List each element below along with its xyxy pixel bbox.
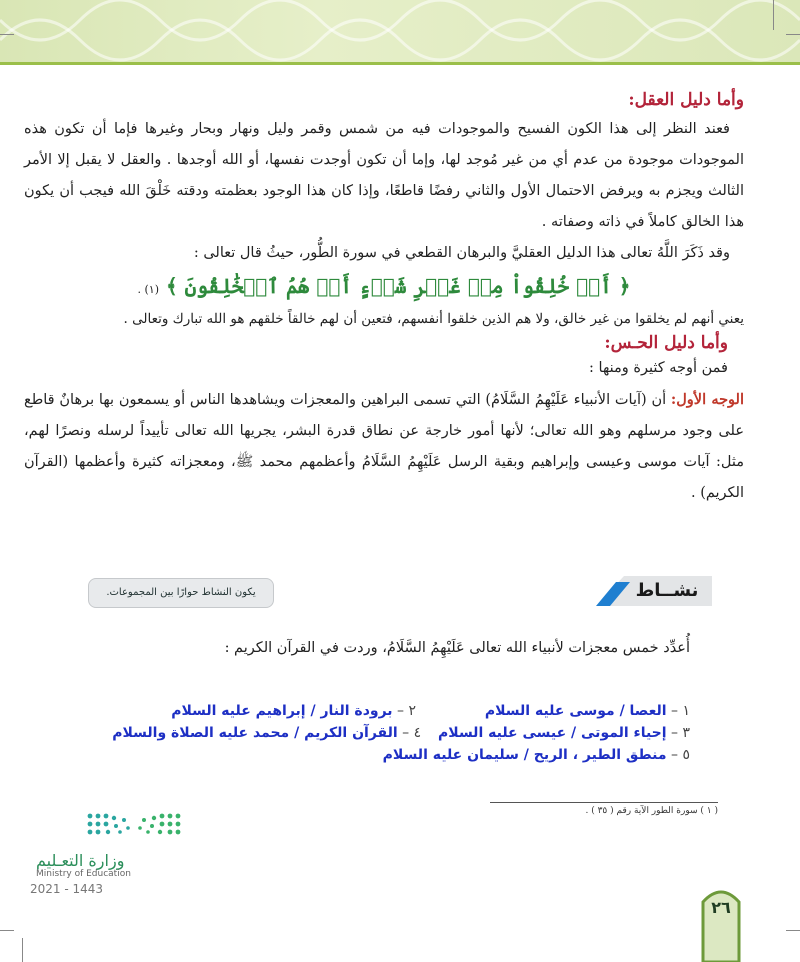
answer-number: ٥ – [671, 747, 690, 763]
paragraph-explanation: يعني أنهم لم يخلقوا من غير خالق، ولا هم الذين خلقوا أنفسهم، فتعين أن لهم خالقاً خلقهم هو الله تبارك وتعالى . [123, 311, 744, 327]
paragraph-first-aspect [24, 384, 744, 509]
paragraph-many-aspects: فمن أوجه كثيرة ومنها : [589, 360, 728, 376]
first-aspect-text: أن (آيات الأنبياء عَلَيْهِمُ السَّلَامُ) التي تسمى البراهين والمعجزات ويشاهدها الناس أو يسمعون بها برهانٌ قاطع على وجود مرسلهم وهو الله تعالى؛ لأنها أمور خارجة عن نطاق قدرة البشر، يجريها الله تعالى تأييداً لرسله ونصرًا لهم، مثل: آيات موسى وعيسى وإبراهيم وبقية الرسل عَلَيْهِمُ السَّلَامُ وأعظمهم محمد ﷺ، ومعجزاته كثيرة وأعظمها (القرآن الكريم) . [24, 392, 744, 501]
ministry-name-arabic: وزارة التعـليم [36, 851, 125, 870]
paragraph-mind: فعند النظر إلى هذا الكون الفسيح والموجودات فيه من شمس وقمر وليل ونهار وبحار وغيرها فإما أن تكون هذه الموجودات موجودة من عدم أي من غير مُوجد لها، وإما أن تكون أوجدت نفسها، أو الله أوجدها . والعقل لا يقبل إلا الأمر الثالث ويجزم به ويرفض الاحتمال الأول والثاني رفضًا قاطعًا، وإذا كان هذا الوجود بعظمته ودقته خَلْقَ الله فيجب أن يكون هذا الخالق كاملاً في ذاته وصفاته . [24, 121, 744, 230]
heading-mind-evidence: وأما دليل العقل: [628, 90, 744, 110]
crop-mark [773, 0, 774, 30]
heading-sense-evidence: وأما دليل الحـس: [604, 333, 728, 353]
paragraph-surah-tur: وقد ذَكَرَ اللَّهُ تعالى هذا الدليل العقليَّ والبرهان القطعي في سورة الطُّور، حيثُ قال تعالى : [193, 245, 730, 261]
answer-text: إحياء الموتى / عيسى عليه السلام [438, 725, 667, 741]
ministry-name-english: Ministry of Education [36, 869, 131, 879]
verse-footnote-ref: (١) . [137, 283, 160, 296]
first-aspect-label: الوجه الأول: [670, 391, 744, 408]
crop-mark [22, 938, 23, 962]
answer-text: القرآن الكريم / محمد عليه الصلاة والسلام [112, 725, 398, 741]
answer-number: ٣ – [671, 725, 690, 741]
crop-mark [786, 930, 800, 931]
activity-note: يكون النشاط حوارًا بين المجموعات. [88, 578, 274, 608]
answer-text: العصا / موسى عليه السلام [484, 703, 667, 719]
ministry-logo-icon [84, 810, 184, 844]
pattern-decoration [0, 0, 800, 62]
banner-divider [0, 62, 800, 65]
activity-task: أُعدِّد خمس معجزات لأنبياء الله تعالى عَلَيْهِمُ السَّلَامُ، وردت في القرآن الكريم : [224, 640, 690, 656]
answer-number: ٤ – [402, 725, 422, 741]
crop-mark [0, 34, 14, 35]
footnote: ( ١ ) سورة الطور الآية رقم ( ٣٥ ) . [585, 806, 718, 816]
answer-row [70, 722, 690, 744]
answer-text: برودة النار / إبراهيم عليه السلام [171, 703, 393, 719]
answer-number: ١ – [671, 703, 690, 719]
main-text [24, 90, 744, 509]
crop-mark [786, 34, 800, 35]
page-number: ٢٦ [711, 898, 731, 917]
quran-verse [24, 269, 744, 307]
edition-year: 2021 - 1443 [30, 882, 104, 896]
crop-mark [0, 930, 14, 931]
activity-label: نشــاط [635, 580, 699, 601]
answer-row [70, 700, 690, 722]
answers-list [70, 700, 690, 766]
answer-row [70, 744, 690, 766]
verse-text: ﴿ أَمۡ خُلِقُواْ مِنۡ غَيۡرِ شَيۡءٍ أَمۡ هُمُ ٱلۡخَٰلِقُونَ ﴾ [165, 274, 631, 298]
answer-text: منطق الطير ، الريح / سليمان عليه السلام [382, 747, 667, 763]
top-banner [0, 0, 800, 62]
page-number-badge [700, 882, 742, 962]
footnote-divider [490, 802, 718, 803]
answer-number: ٢ – [397, 703, 416, 719]
